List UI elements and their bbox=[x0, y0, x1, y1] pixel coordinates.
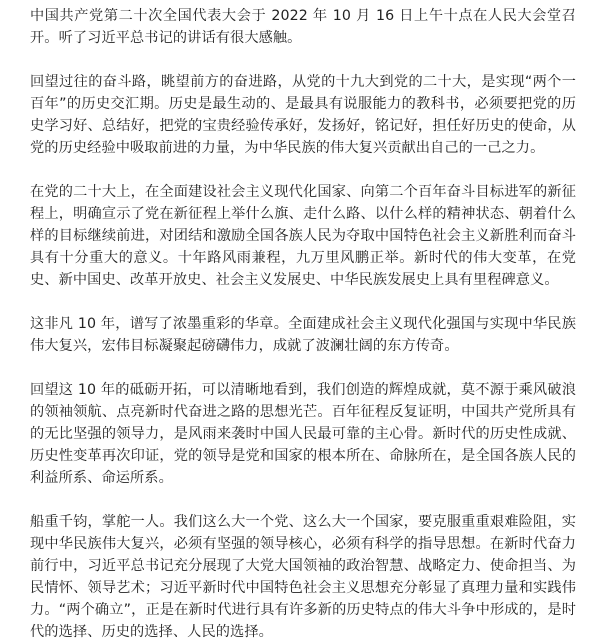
article-paragraph: 回望过往的奋斗路，眺望前方的奋进路，从党的十九大到党的二十大，是实现“两个一百年”的历史交汇期。历史是最生动的、是最具有说服能力的教科书，必须要把党的历史学习好、总结好，把党的宝贵经验传承好，发扬好，铭记好，担任好历史的使命，从党的历史经验中吸取前进的力量，为中华民族的伟大复兴贡献出自己的一己之力。 bbox=[30, 74, 576, 156]
article-paragraph: 回望这 10 年的砥砺开拓，可以清晰地看到，我们创造的辉煌成就，莫不源于乘风破浪的领袖领航、点亮新时代奋进之路的思想光芒。百年征程反复证明，中国共产党所具有的无比坚强的领导力，是风雨来袭时中国人民最可靠的主心骨。新时代的历史性成就、历史性变革再次印证，党的领导是党和国家的根本所在、命脉所在，是全国各族人民的利益所系、命运所系。 bbox=[30, 382, 576, 486]
article-paragraph: 中国共产党第二十次全国代表大会于 2022 年 10 月 16 日上午十点在人民大会堂召开。听了习近平总书记的讲话有很大感触。 bbox=[30, 8, 576, 46]
article-paragraph: 在党的二十大上，在全面建设社会主义现代化国家、向第二个百年奋斗目标进军的新征程上，明确宣示了党在新征程上举什么旗、走什么路、以什么样的精神状态、朝着什么样的目标继续前进，对团结和激励全国各族人民为夺取中国特色社会主义新胜利而奋斗具有十分重大的意义。十年路风雨兼程，九万里风鹏正举。新时代的伟大变革，在党史、新中国史、改革开放史、社会主义发展史、中华民族发展史上具有里程碑意义。 bbox=[30, 184, 576, 288]
article-paragraph: 船重千钧，掌舵一人。我们这么大一个党、这么大一个国家，要克服重重艰难险阻，实现中华民族伟大复兴，必须有坚强的领导核心，必须有科学的指导思想。在新时代奋力前行中，习近平总书记充分展现了大党大国领袖的政治智慧、战略定力、使命担当、为民情怀、领导艺术；习近平新时代中国特色社会主义思想充分彰显了真理力量和实践伟力。“两个确立”，正是在新时代进行具有许多新的历史特点的伟大斗争中形成的，是时代的选择、历史的选择、人民的选择。 bbox=[30, 514, 576, 640]
article-paragraph: 这非凡 10 年，谱写了浓墨重彩的华章。全面建成社会主义现代化强国与实现中华民族伟大复兴，宏伟目标凝聚起磅礴伟力，成就了波澜壮阔的东方传奇。 bbox=[30, 316, 576, 354]
